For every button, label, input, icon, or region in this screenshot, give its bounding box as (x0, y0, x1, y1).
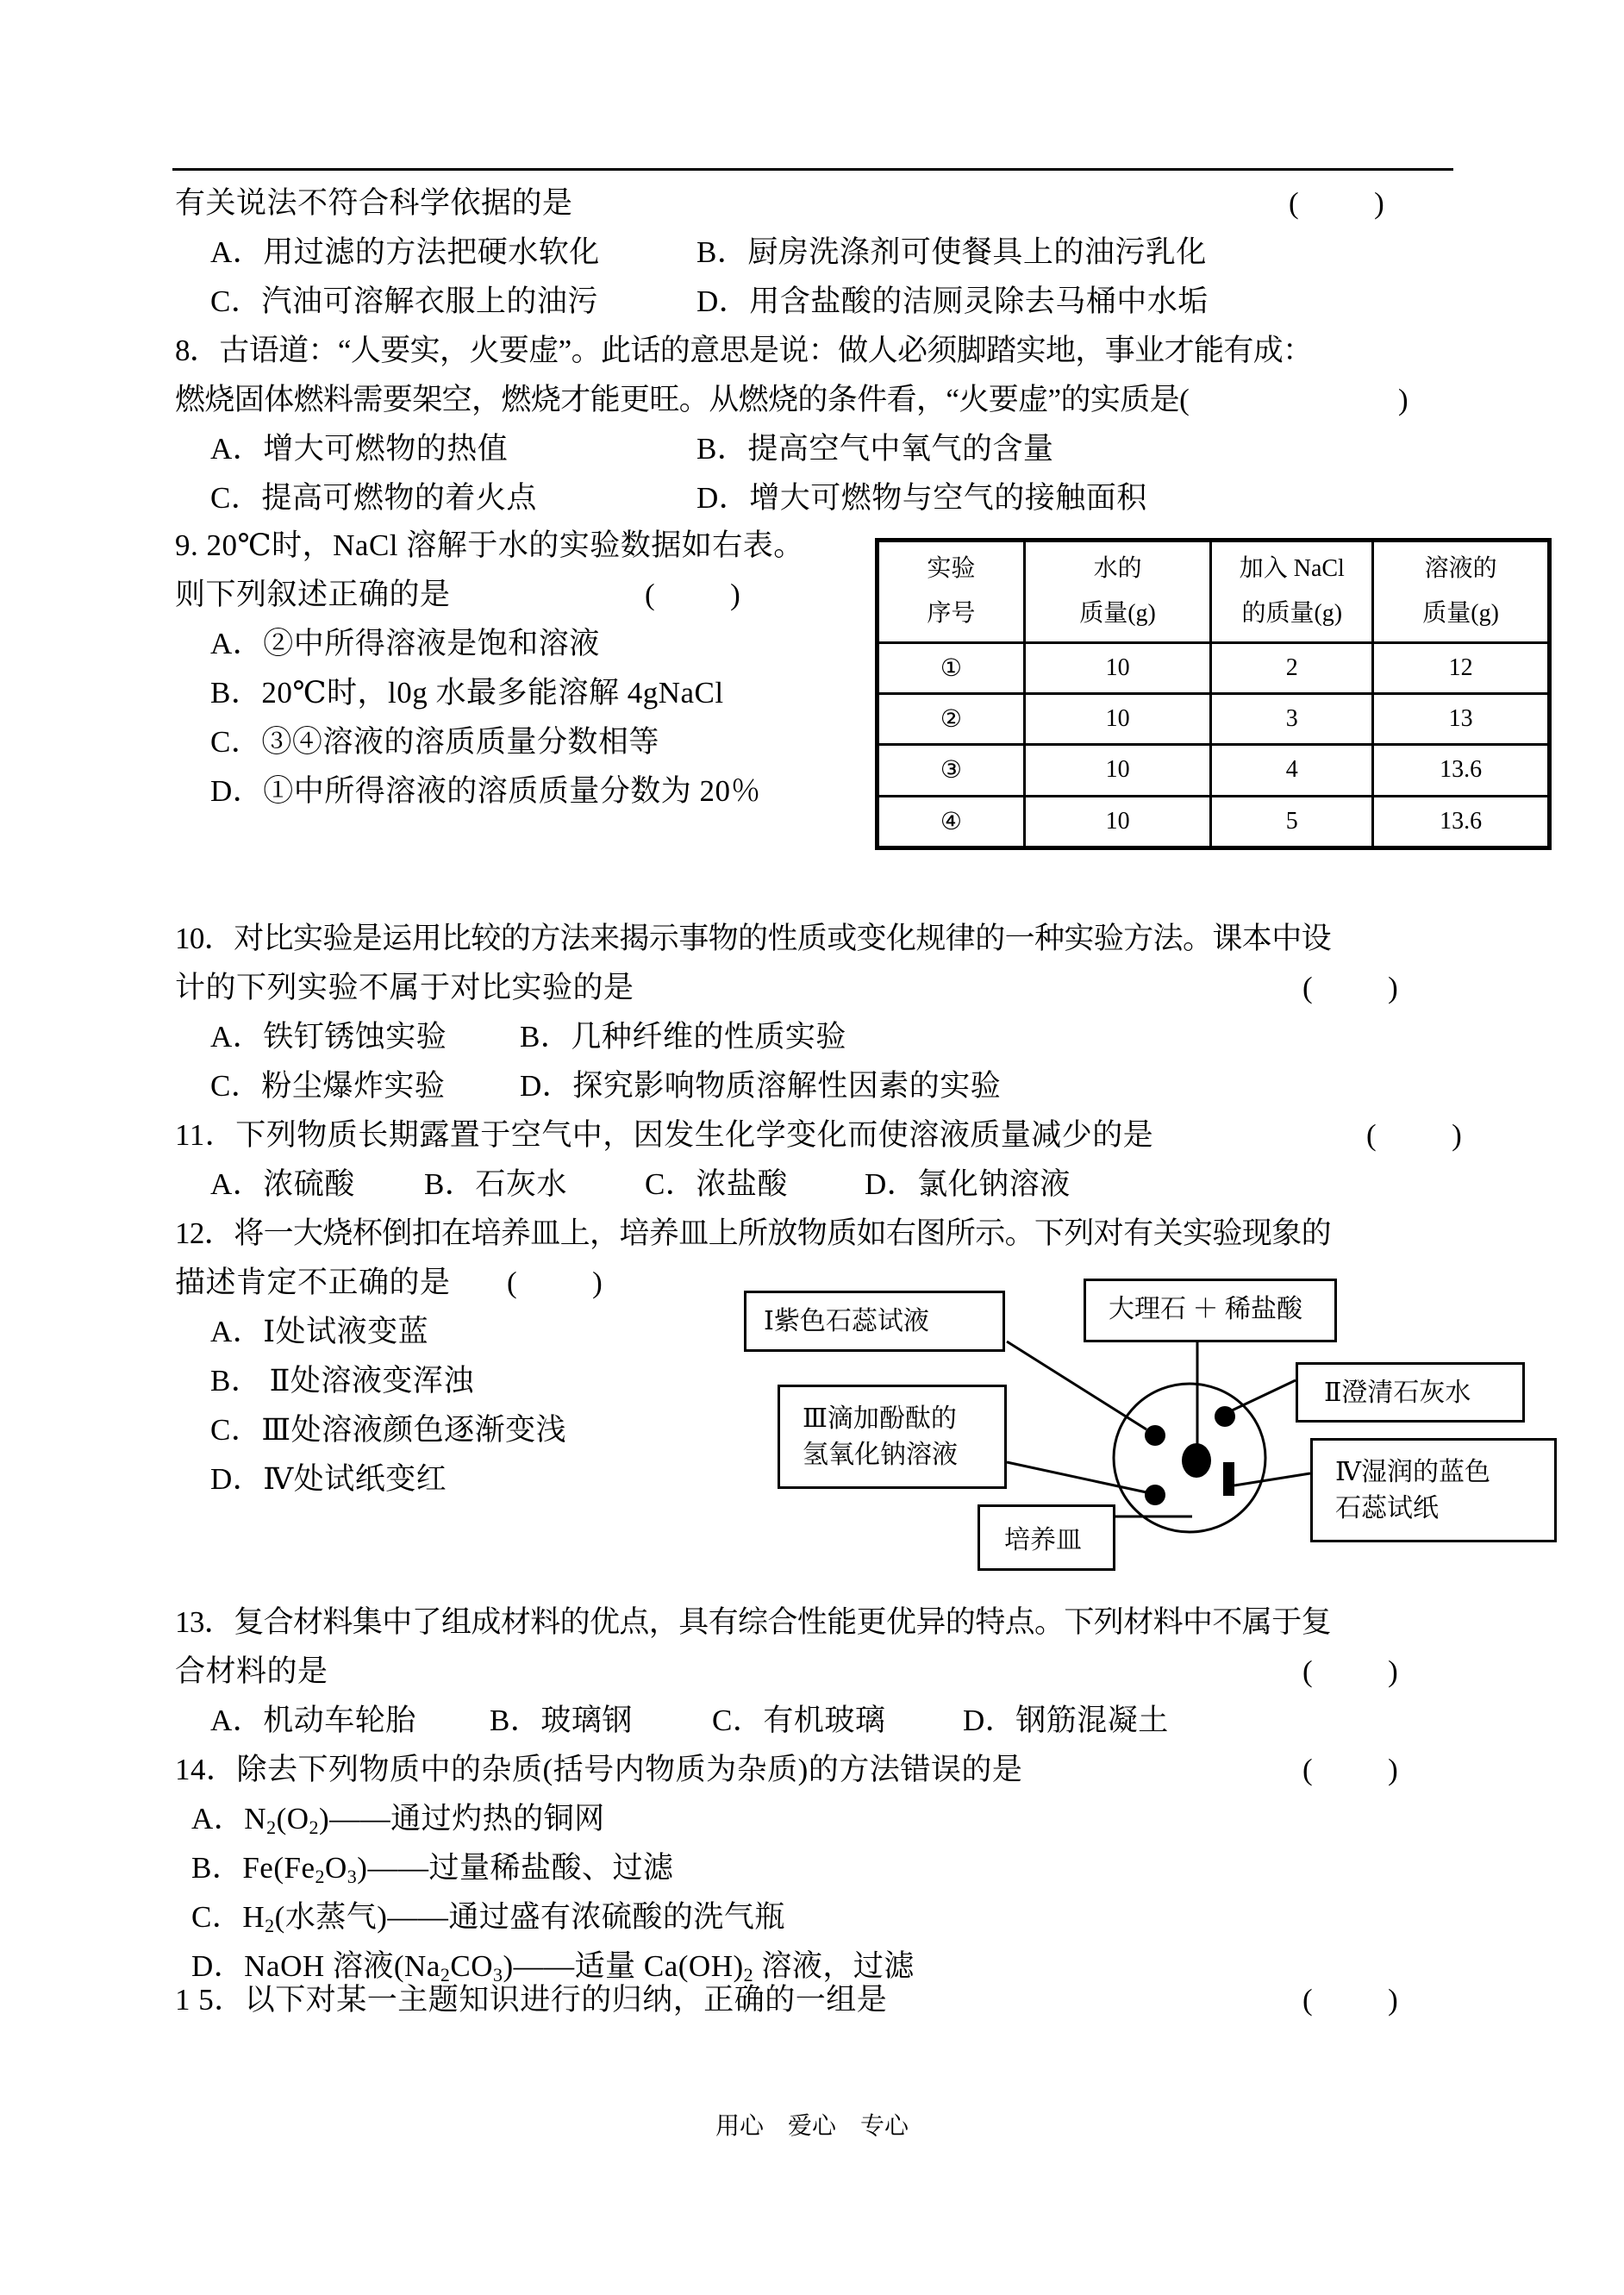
label-box-IV (1310, 1438, 1557, 1542)
q10-option-d: D．探究影响物质溶解性因素的实验 (520, 1069, 1002, 1103)
q12-answer-blank[interactable]: ( ) (507, 1266, 603, 1299)
label-III-line1: Ⅲ滴加酚酞的 (803, 1404, 957, 1433)
q14-option-b: B．$Fe(Fe_2O_3)——$过量稀盐酸、过滤 (191, 1851, 674, 1887)
footer-item: 爱心 (787, 2113, 836, 2140)
test-paper-IV (1223, 1462, 1234, 1496)
q8-option-c: C．提高可燃物的着火点 (210, 481, 537, 515)
table-cell: 4 (1211, 745, 1373, 796)
page-footer (0, 2107, 1624, 2142)
table-header-cell: 水的 质量(g) (1024, 541, 1210, 643)
table-header-row (878, 541, 1550, 643)
q13-option-b: B．玻璃钢 (490, 1704, 633, 1737)
table-header-cell: 溶液的 质量(g) (1373, 541, 1550, 643)
q14-option-a: A．$N_2(O_2)——$通过灼热的铜网 (191, 1802, 605, 1838)
label-IV-line1: Ⅳ湿润的蓝色 (1335, 1458, 1490, 1486)
q13-answer-blank[interactable]: ( ) (1302, 1654, 1398, 1688)
q12-option-d: D．Ⅳ处试纸变红 (210, 1462, 447, 1496)
table-header-cell: 实验 序号 (878, 541, 1025, 643)
q7-answer-blank[interactable]: ( ) (1289, 186, 1384, 220)
leader-line-III (1007, 1462, 1146, 1492)
q15-answer-blank[interactable]: ( ) (1302, 1983, 1398, 2017)
q8-option-a: A．增大可燃物的热值 (210, 432, 509, 466)
table-cell: 3 (1211, 693, 1373, 744)
q8-option-b: B．提高空气中氧气的含量 (696, 432, 1054, 466)
table-cell: ② (878, 693, 1025, 744)
table-cell: ④ (878, 796, 1025, 847)
q11-option-d: D．氯化钠溶液 (865, 1167, 1071, 1201)
table-cell: 13 (1373, 693, 1550, 744)
q12-line1: 12．将一大烧杯倒扣在培养皿上，培养皿上所放物质如右图所示。下列对有关实验现象的 (175, 1216, 1332, 1250)
table-cell: 10 (1024, 745, 1210, 796)
spot-I (1145, 1425, 1165, 1446)
table-cell: 10 (1024, 642, 1210, 693)
q11-line1: 11．下列物质长期露置于空气中，因发生化学变化而使溶液质量减少的是 (175, 1118, 1154, 1152)
q12-option-a: A．Ⅰ处试液变蓝 (210, 1315, 429, 1348)
nacl-data-table (875, 538, 1552, 850)
q10-option-b: B．几种纤维的性质实验 (520, 1020, 846, 1054)
q14-line1: 14．除去下列物质中的杂质(括号内物质为杂质)的方法错误的是 (175, 1753, 1023, 1786)
q11-option-a: A．浓硫酸 (210, 1167, 355, 1201)
label-box-III (778, 1385, 1007, 1489)
spot-marble-acid (1182, 1443, 1211, 1478)
table-cell: 13.6 (1373, 796, 1550, 847)
q8-line1: 8．古语道：“人要实，火要虚”。此话的意思是说：做人必须脚踏实地，事业才能有成： (175, 334, 1313, 367)
q12-line2: 描述肯定不正确的是 (175, 1266, 451, 1299)
q8-line2: 燃烧固体燃料需要架空，燃烧才能更旺。从燃烧的条件看，“火要虚”的实质是( (175, 383, 1190, 416)
q9-line1: 9. 20℃时，NaCl 溶解于水的实验数据如右表。 (175, 528, 804, 562)
table-row (878, 642, 1550, 693)
table-row (878, 745, 1550, 796)
q9-option-b: B．20℃时，l0g 水最多能溶解 4gNaCl (210, 676, 724, 710)
q12-option-b: B． Ⅱ处溶液变浑浊 (210, 1364, 474, 1398)
q7-option-a: A．用过滤的方法把硬水软化 (210, 235, 600, 269)
q8-answer-blank-close[interactable]: ) (1398, 383, 1409, 416)
q7-option-d: D．用含盐酸的洁厕灵除去马桶中水垢 (696, 285, 1209, 318)
table-row (878, 796, 1550, 847)
q13-option-a: A．机动车轮胎 (210, 1704, 416, 1737)
spot-II (1215, 1406, 1235, 1427)
q9-option-d: D．①中所得溶液的溶质质量分数为 20％ (210, 774, 762, 808)
q14-answer-blank[interactable]: ( ) (1302, 1753, 1398, 1786)
q14-option-d: D．NaOH 溶液$(Na_2CO_3)——$适量 $Ca(OH)_2$ 溶液，过滤 (191, 1949, 915, 1985)
table-cell: 5 (1211, 796, 1373, 847)
label-box-II: Ⅱ澄清石灰水 (1296, 1362, 1525, 1423)
q13-option-d: D．钢筋混凝土 (963, 1704, 1169, 1737)
table-cell: ① (878, 642, 1025, 693)
leader-line-II (1230, 1380, 1296, 1411)
q11-answer-blank[interactable]: ( ) (1366, 1118, 1462, 1152)
q13-line1: 13．复合材料集中了组成材料的优点，具有综合性能更优异的特点。下列材料中不属于复 (175, 1605, 1332, 1639)
q13-option-c: C．有机玻璃 (712, 1704, 886, 1737)
table-cell: 2 (1211, 642, 1373, 693)
header-rule (172, 168, 1453, 171)
q10-line2: 计的下列实验不属于对比实验的是 (175, 971, 634, 1004)
table-cell: 10 (1024, 796, 1210, 847)
label-IV-line2: 石蕊试纸 (1335, 1494, 1439, 1523)
q11-option-b: B．石灰水 (424, 1167, 567, 1201)
q10-option-c: C．粉尘爆炸实验 (210, 1069, 446, 1103)
q9-answer-blank[interactable]: ( ) (645, 578, 740, 611)
petri-dish-icon (1114, 1384, 1265, 1532)
q10-line1: 10．对比实验是运用比较的方法来揭示事物的性质或变化规律的一种实验方法。课本中设 (175, 922, 1332, 955)
table-cell: 10 (1024, 693, 1210, 744)
q8-option-d: D．增大可燃物与空气的接触面积 (696, 481, 1147, 515)
footer-item: 专心 (860, 2113, 909, 2140)
q13-line2: 合材料的是 (175, 1654, 328, 1688)
label-box-center: 大理石 ＋ 稀盐酸 (1084, 1279, 1337, 1342)
table-cell: 13.6 (1373, 745, 1550, 796)
q9-option-c: C．③④溶液的溶质质量分数相等 (210, 725, 659, 759)
q10-option-a: A．铁钉锈蚀实验 (210, 1020, 447, 1054)
label-III-line2: 氢氧化钠溶液 (803, 1441, 958, 1469)
label-box-I: Ⅰ紫色石蕊试液 (744, 1291, 1005, 1352)
table-cell: ③ (878, 745, 1025, 796)
q9-line2: 则下列叙述正确的是 (175, 578, 451, 611)
footer-item: 用心 (715, 2113, 764, 2140)
q7-stem: 有关说法不符合科学依据的是 (175, 186, 573, 220)
q10-answer-blank[interactable]: ( ) (1302, 971, 1398, 1004)
q15-line1: 1 5．以下对某一主题知识进行的归纳，正确的一组是 (175, 1983, 888, 2017)
table-cell: 12 (1373, 642, 1550, 693)
table-row (878, 693, 1550, 744)
q11-option-c: C．浓盐酸 (645, 1167, 788, 1201)
table-header-cell: 加入 NaCl 的质量(g) (1211, 541, 1373, 643)
q14-option-c: C．$H_2$(水蒸气)——通过盛有浓硫酸的洗气瓶 (191, 1900, 785, 1936)
leader-line-IV (1234, 1473, 1310, 1485)
label-box-dish: 培养皿 (978, 1504, 1115, 1571)
leader-line-I (1007, 1341, 1146, 1429)
q7-option-c: C．汽油可溶解衣服上的油污 (210, 285, 598, 318)
q9-option-a: A．②中所得溶液是饱和溶液 (210, 627, 600, 660)
spot-III (1145, 1485, 1165, 1505)
q7-option-b: B．厨房洗涤剂可使餐具上的油污乳化 (696, 235, 1207, 269)
q12-option-c: C．Ⅲ处溶液颜色逐渐变浅 (210, 1413, 567, 1447)
